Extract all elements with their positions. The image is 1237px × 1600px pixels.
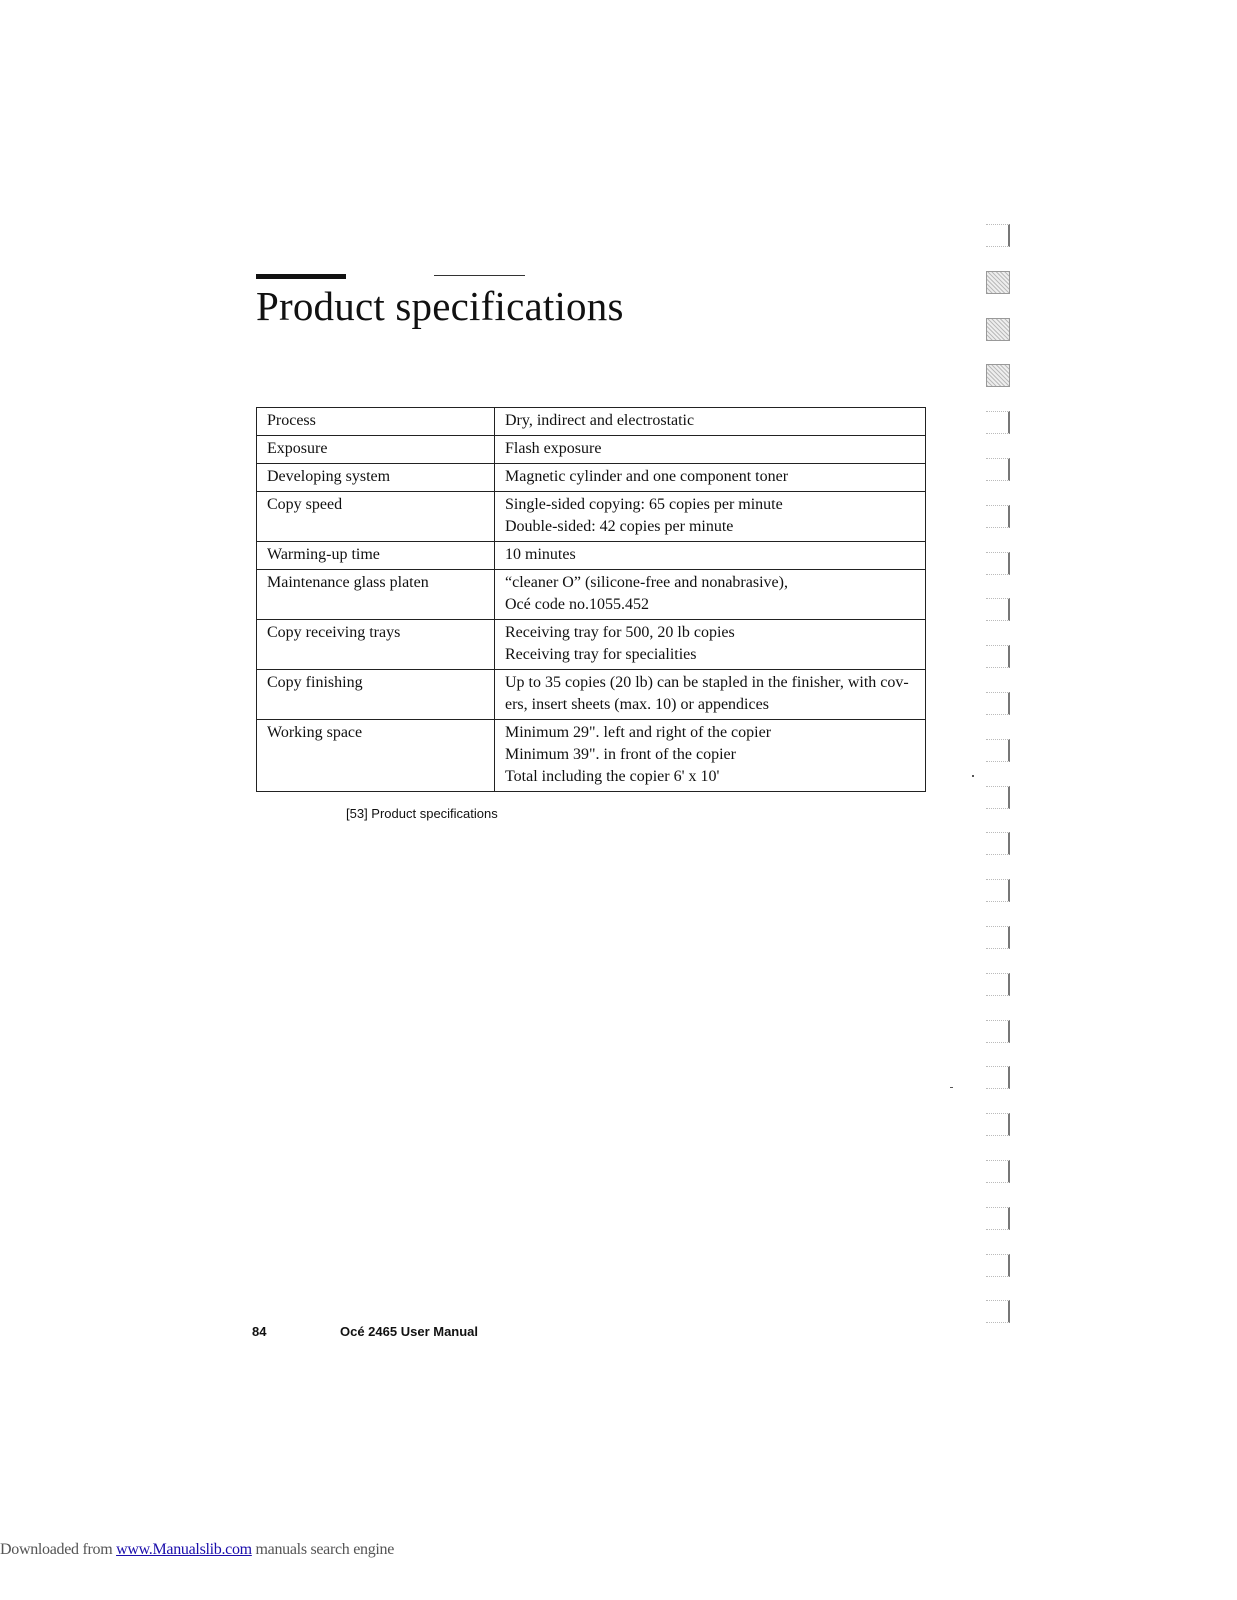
spec-value — [495, 436, 926, 464]
spec-value — [495, 492, 926, 542]
spec-value — [495, 720, 926, 792]
table-row — [257, 620, 926, 670]
spec-value-line: 10 minutes — [505, 546, 576, 563]
spec-label: Copy receiving trays — [257, 620, 495, 670]
heading-rule-thick — [256, 274, 346, 279]
spec-value-line: Double-sided: 42 copies per minute — [505, 518, 734, 535]
section-tab-marker — [986, 1207, 1010, 1230]
section-tab-marker — [986, 224, 1010, 247]
spec-value — [495, 542, 926, 570]
spec-value-line: Total including the copier 6' x 10' — [505, 768, 720, 785]
table-caption: [53] Product specifications — [346, 806, 498, 821]
spec-value-line: Up to 35 copies (20 lb) can be stapled in the finisher, with cov- — [505, 674, 909, 691]
spec-table-body — [257, 408, 926, 792]
spec-value-line: Minimum 39". in front of the copier — [505, 746, 736, 763]
spec-value-line: Minimum 29". left and right of the copier — [505, 724, 772, 741]
download-footer-suffix: manuals search engine — [251, 1541, 395, 1558]
spec-value — [495, 408, 926, 436]
table-row — [257, 670, 926, 720]
spec-value-line: Receiving tray for specialities — [505, 646, 697, 663]
spec-label: Working space — [257, 720, 495, 792]
section-tab-marker — [986, 1300, 1010, 1323]
section-tab-markers — [986, 224, 1012, 1348]
manualslib-link[interactable]: www.Manualslib.com — [116, 1541, 252, 1558]
section-tab-marker — [986, 318, 1010, 341]
spec-value-line: “cleaner O” (silicone-free and nonabrasive), — [505, 574, 788, 591]
spec-label: Copy finishing — [257, 670, 495, 720]
section-tab-marker — [986, 1113, 1010, 1136]
section-tab-marker — [986, 271, 1010, 294]
product-specifications-table — [256, 407, 926, 792]
section-tab-marker — [986, 1160, 1010, 1183]
spec-value-line: Flash exposure — [505, 440, 602, 457]
table-row — [257, 492, 926, 542]
table-row — [257, 570, 926, 620]
section-tab-marker — [986, 1066, 1010, 1089]
section-tab-marker — [986, 645, 1010, 668]
heading-rule-thin — [434, 275, 525, 276]
spec-label: Maintenance glass platen — [257, 570, 495, 620]
spec-value — [495, 570, 926, 620]
section-tab-marker — [986, 692, 1010, 715]
manual-title: Océ 2465 User Manual — [340, 1324, 479, 1339]
section-tab-marker — [986, 411, 1010, 434]
section-tab-marker — [986, 1020, 1010, 1043]
section-tab-marker — [986, 879, 1010, 902]
spec-value-line: Receiving tray for 500, 20 lb copies — [505, 624, 735, 641]
download-footer — [0, 1541, 394, 1559]
section-tab-marker — [986, 786, 1010, 809]
page-number: 84 — [252, 1324, 267, 1339]
section-tab-marker — [986, 552, 1010, 575]
table-row — [257, 720, 926, 792]
spec-label: Copy speed — [257, 492, 495, 542]
table-row — [257, 464, 926, 492]
spec-label: Developing system — [257, 464, 495, 492]
table-row — [257, 542, 926, 570]
section-tab-marker — [986, 832, 1010, 855]
spec-value-line: Océ code no.1055.452 — [505, 596, 649, 613]
section-tab-marker — [986, 458, 1010, 481]
table-row — [257, 408, 926, 436]
section-tab-marker — [986, 598, 1010, 621]
spec-value-line: ers, insert sheets (max. 10) or appendices — [505, 696, 769, 713]
section-tab-marker — [986, 973, 1010, 996]
section-tab-marker — [986, 364, 1010, 387]
spec-value-line: Magnetic cylinder and one component toner — [505, 468, 789, 485]
spec-value — [495, 620, 926, 670]
page-title: Product specifications — [256, 283, 624, 329]
spec-value — [495, 670, 926, 720]
scan-speck — [950, 1087, 953, 1088]
spec-value — [495, 464, 926, 492]
spec-label: Process — [257, 408, 495, 436]
spec-label: Exposure — [257, 436, 495, 464]
section-tab-marker — [986, 739, 1010, 762]
section-tab-marker — [986, 1254, 1010, 1277]
table-row — [257, 436, 926, 464]
scan-speck — [972, 775, 974, 777]
download-footer-prefix: Downloaded from — [0, 1541, 117, 1558]
spec-label: Warming-up time — [257, 542, 495, 570]
spec-value-line: Single-sided copying: 65 copies per minute — [505, 496, 783, 513]
section-tab-marker — [986, 505, 1010, 528]
spec-value-line: Dry, indirect and electrostatic — [505, 412, 695, 429]
section-tab-marker — [986, 926, 1010, 949]
